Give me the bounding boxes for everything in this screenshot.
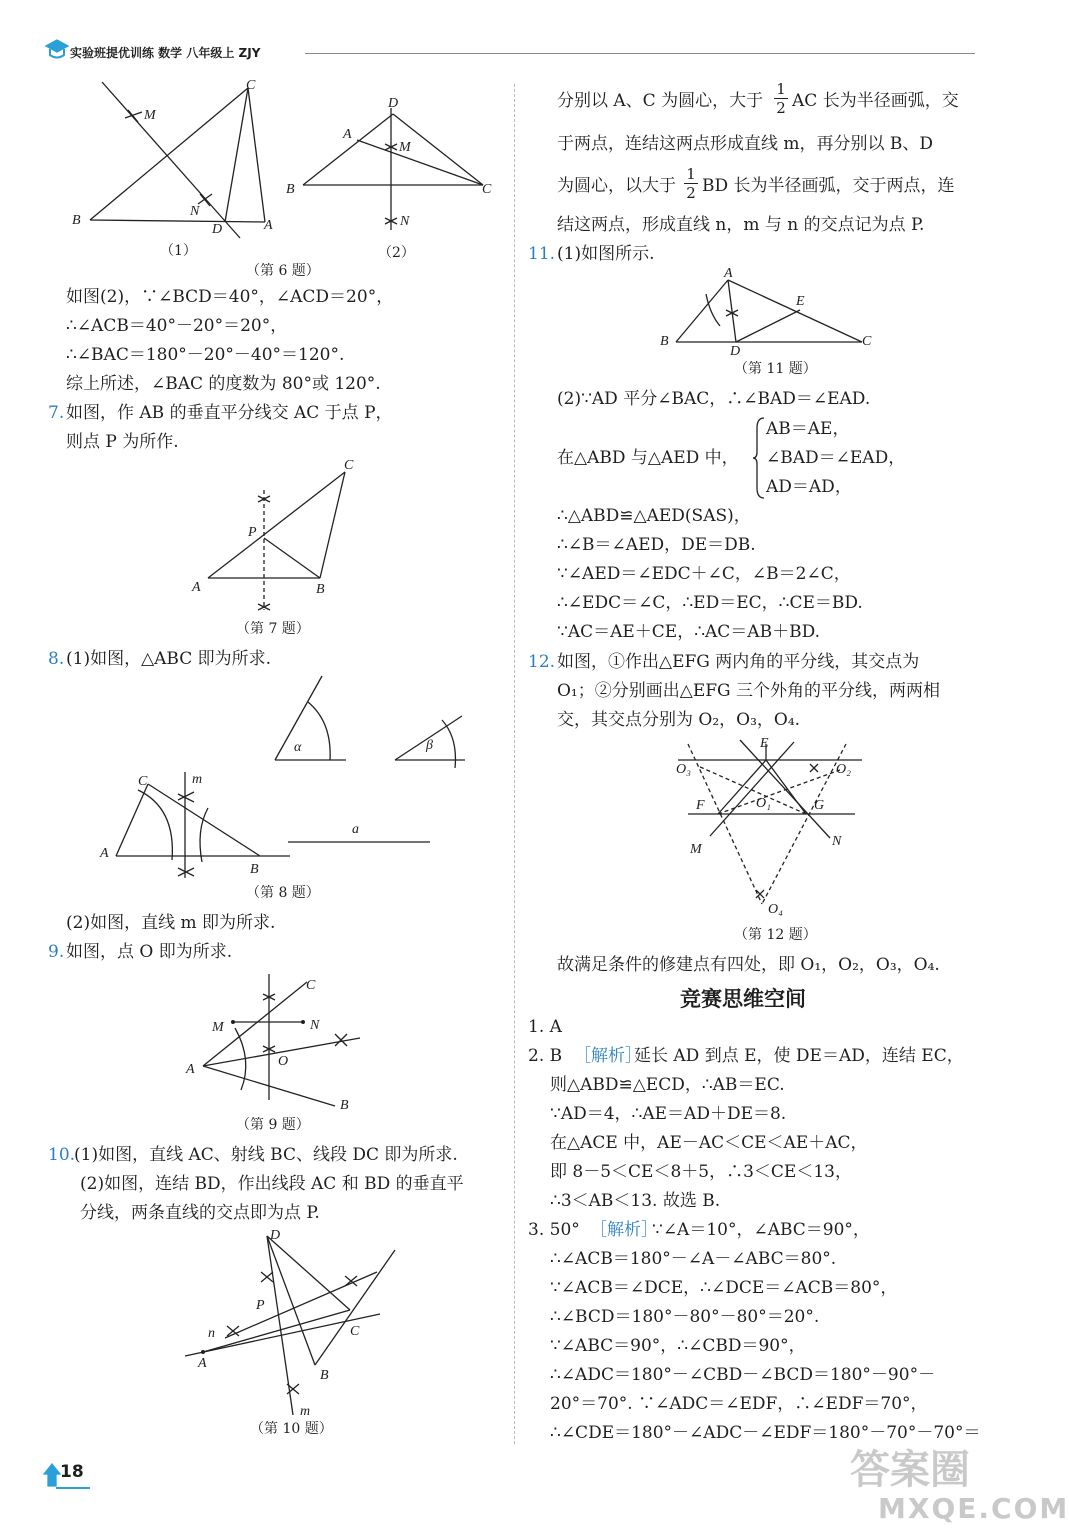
q7-line-2: 则点 P 为所作. bbox=[66, 432, 179, 452]
c3-line-5: ∴∠ADC＝180°－∠CBD－∠BCD＝180°－90°－ bbox=[550, 1365, 936, 1385]
section-title: 竞赛思维空间 bbox=[680, 987, 806, 1011]
fig6b-label-m: M bbox=[399, 140, 411, 155]
q12-number: 12. bbox=[528, 652, 556, 672]
q12-line-3: 交，其交点分别为 O₂，O₃，O₄. bbox=[557, 710, 801, 730]
fig11-label-a: A bbox=[724, 266, 733, 281]
fig9-label-b: B bbox=[340, 1098, 349, 1113]
fig6b-label-n: N bbox=[400, 214, 410, 229]
fig12-label-m: M bbox=[690, 842, 702, 857]
figure-11 bbox=[670, 270, 870, 350]
frac-num-2: 1 bbox=[684, 165, 698, 184]
fig6-label-n: N bbox=[190, 204, 200, 219]
q11-sys-2: ∠BAD＝∠EAD， bbox=[766, 448, 906, 468]
fig11-caption: （第 11 题） bbox=[734, 361, 817, 377]
c2-first: 延长 AD 到点 E，使 DE＝AD，连结 EC， bbox=[634, 1046, 964, 1066]
fig8-caption: （第 8 题） bbox=[246, 885, 320, 901]
header-title: 实验班提优训练 数学 八年级上 ZJY bbox=[70, 46, 261, 60]
frac-half-1 bbox=[774, 80, 788, 117]
fig11-label-d: D bbox=[730, 344, 741, 359]
watermark-logo: 答案圈 bbox=[850, 1447, 970, 1493]
fig8-label-b: B bbox=[250, 862, 259, 877]
fig6-caption: （第 6 题） bbox=[246, 263, 320, 279]
fig6b-label-a: A bbox=[343, 127, 352, 142]
fig12-label-n: N bbox=[832, 834, 842, 849]
frac-num: 1 bbox=[774, 80, 788, 99]
fig9-label-c: C bbox=[306, 978, 316, 993]
header-rule bbox=[305, 53, 975, 54]
c2-line-1: 则△ABD≌△ECD，∴AB＝EC. bbox=[550, 1075, 785, 1095]
fig6-label-m: M bbox=[144, 108, 156, 123]
q10-cont-4: 结这两点，形成直线 n，m 与 n 的交点记为点 P. bbox=[557, 215, 925, 235]
watermark-url: MXQE.COM bbox=[878, 1492, 1069, 1525]
fig6b-label-c: C bbox=[482, 182, 492, 197]
q8-line-1: (1)如图，△ABC 即为所求. bbox=[66, 649, 272, 669]
fig9-label-n: N bbox=[310, 1018, 320, 1033]
c2-line-2: ∵AD＝4，∴AE＝AD＋DE＝8. bbox=[550, 1104, 787, 1124]
column-divider bbox=[514, 84, 516, 1444]
q11-rest-3: ∵∠AED＝∠EDC＋∠C，∠B＝2∠C， bbox=[557, 564, 851, 584]
fig10-caption: （第 10 题） bbox=[250, 1421, 333, 1437]
q10-cont-2: 于两点，连结这两点形成直线 m，再分别以 B、D bbox=[557, 134, 934, 154]
figure-7 bbox=[200, 460, 360, 615]
q11-number: 11. bbox=[528, 244, 556, 264]
fig9-caption: （第 9 题） bbox=[236, 1117, 310, 1133]
fig10-label-m: m bbox=[300, 1404, 311, 1419]
fig7-label-p: P bbox=[248, 525, 257, 540]
q6-line-1: 如图(2)，∵∠BCD＝40°，∠ACD＝20°， bbox=[66, 287, 394, 307]
fig10-label-b: B bbox=[320, 1368, 329, 1383]
frac-half-2 bbox=[684, 165, 698, 202]
fig12-label-f: F bbox=[696, 798, 705, 813]
q9-number: 9. bbox=[48, 942, 65, 962]
q10-line-3: 分线，两条直线的交点即为点 P. bbox=[80, 1203, 320, 1223]
fig12-label-o3: O₃ bbox=[676, 762, 691, 777]
q10-line-1: (1)如图，直线 AC、射线 BC、线段 DC 即为所求. bbox=[74, 1145, 458, 1165]
figure-8-angles bbox=[270, 672, 470, 772]
q6-line-4: 综上所述，∠BAC 的度数为 80°或 120°. bbox=[66, 374, 381, 394]
fig6-label-a: A bbox=[264, 218, 273, 233]
figure-6-2 bbox=[295, 100, 495, 240]
q12-line-1: 如图，①作出△EFG 两内角的平分线，其交点为 bbox=[557, 652, 920, 672]
fig8-label-alpha: α bbox=[294, 740, 302, 755]
q7-line-1: 如图，作 AB 的垂直平分线交 AC 于点 P， bbox=[66, 403, 393, 423]
fig12-label-o1: O₁ bbox=[756, 796, 771, 811]
c3-line-1: ∴∠ACB＝180°－∠A－∠ABC＝80°. bbox=[550, 1249, 837, 1269]
q11-rest-1: ∴△ABD≌△AED(SAS)， bbox=[557, 506, 751, 526]
q11-rest-4: ∴∠EDC＝∠C，∴ED＝EC，∴CE＝BD. bbox=[557, 593, 863, 613]
fig6-sub2: （2） bbox=[378, 245, 415, 261]
fig10-label-c: C bbox=[350, 1324, 360, 1339]
q11-line-2: (2)∵AD 平分∠BAC，∴∠BAD＝∠EAD. bbox=[557, 389, 871, 409]
fig12-label-o4: O₄ bbox=[768, 902, 783, 917]
fig7-label-a: A bbox=[192, 580, 201, 595]
q9-line-1: 如图，点 O 即为所求. bbox=[66, 942, 233, 962]
q11-rest-2: ∴∠B＝∠AED，DE＝DB. bbox=[557, 535, 756, 555]
fig10-label-n: n bbox=[208, 1326, 215, 1341]
q6-line-2: ∴∠ACB＝40°－20°＝20°， bbox=[66, 316, 288, 336]
q10-cont-3b: BD 长为半径画弧，交于两点，连 bbox=[702, 176, 955, 196]
fig10-label-p: P bbox=[256, 1298, 265, 1313]
fig11-label-e: E bbox=[796, 294, 805, 309]
q12-conclusion: 故满足条件的修建点有四处，即 O₁，O₂，O₃，O₄. bbox=[557, 955, 940, 975]
c2-line-3: 在△ACE 中，AE－AC＜CE＜AE＋AC， bbox=[550, 1133, 868, 1153]
fig11-label-c: C bbox=[862, 334, 872, 349]
figure-8-triangle bbox=[110, 770, 440, 885]
q8-number: 8. bbox=[48, 649, 65, 669]
fig8-label-m: m bbox=[192, 772, 203, 787]
c2-tag: ［解析］ bbox=[574, 1046, 642, 1066]
c3-line-4: ∵∠ABC＝90°，∴∠CBD＝90°， bbox=[550, 1336, 806, 1356]
fig6-label-d: D bbox=[212, 222, 223, 237]
figure-10 bbox=[185, 1230, 400, 1420]
book-logo-icon bbox=[44, 38, 70, 62]
q7-number: 7. bbox=[48, 403, 65, 423]
system-brace-icon bbox=[752, 416, 766, 500]
q10-cont-1b: AC 长为半径画弧，交 bbox=[792, 91, 959, 111]
q10-line-2: (2)如图，连结 BD，作出线段 AC 和 BD 的垂直平 bbox=[80, 1174, 464, 1194]
c2-line-5: ∴3＜AB＜13. 故选 B. bbox=[550, 1191, 721, 1211]
q10-number: 10. bbox=[48, 1145, 76, 1165]
c2-line-4: 即 8－5＜CE＜8＋5，∴3＜CE＜13， bbox=[550, 1162, 852, 1182]
c3-line-6: 20°＝70°. ∵∠ADC＝∠EDF，∴∠EDF＝70°， bbox=[550, 1394, 928, 1414]
fig9-label-o: O bbox=[278, 1054, 289, 1069]
fig6-label-b: B bbox=[72, 213, 81, 228]
q12-line-2: O₁；②分别画出△EFG 三个外角的平分线，两两相 bbox=[557, 681, 941, 701]
fig11-label-b: B bbox=[660, 334, 669, 349]
c3-head: 3. 50° bbox=[528, 1220, 580, 1240]
fig7-label-c: C bbox=[344, 458, 354, 473]
fig12-caption: （第 12 题） bbox=[734, 927, 817, 943]
figure-9 bbox=[195, 970, 370, 1110]
fig8-label-c: C bbox=[138, 774, 148, 789]
c3-first: ∵∠A＝10°，∠ABC＝90°， bbox=[652, 1220, 870, 1240]
c3-tag: ［解析］ bbox=[590, 1220, 658, 1240]
c3-line-2: ∵∠ACB＝∠DCE，∴∠DCE＝∠ACB＝80°， bbox=[550, 1278, 898, 1298]
fig6b-label-b: B bbox=[286, 182, 295, 197]
frac-den-2: 2 bbox=[686, 184, 696, 202]
fig7-caption: （第 7 题） bbox=[236, 621, 310, 637]
q11-sys-lead: 在△ABD 与△AED 中， bbox=[557, 448, 739, 468]
figure-6-1 bbox=[80, 80, 280, 240]
fig8-label-a: A bbox=[100, 846, 109, 861]
fig10-label-d: D bbox=[270, 1228, 281, 1243]
frac-den: 2 bbox=[776, 99, 786, 117]
q11-line-1: (1)如图所示. bbox=[557, 244, 655, 264]
q11-sys-3: AD＝AD， bbox=[766, 477, 852, 497]
page-number: 18 bbox=[60, 1462, 84, 1482]
q11-rest-5: ∵AC＝AE＋CE，∴AC＝AB＋BD. bbox=[557, 622, 820, 642]
c1-answer: 1. A bbox=[528, 1017, 562, 1037]
fig12-label-o2: O₂ bbox=[836, 762, 851, 777]
fig9-label-a: A bbox=[186, 1062, 195, 1077]
q11-sys-1: AB＝AE， bbox=[766, 419, 850, 439]
c2-head: 2. B bbox=[528, 1046, 563, 1066]
c3-line-7: ∴∠CDE＝180°－∠ADC－∠EDF＝180°－70°－70°＝ bbox=[550, 1423, 981, 1443]
fig10-label-a: A bbox=[198, 1356, 207, 1371]
fig8-label-a-segment: a bbox=[352, 822, 359, 837]
q10-cont-3a: 为圆心，以大于 bbox=[557, 176, 676, 196]
q10-cont-1a: 分别以 A、C 为圆心，大于 bbox=[557, 91, 764, 111]
fig9-label-m: M bbox=[212, 1020, 224, 1035]
fig12-label-e: E bbox=[760, 736, 769, 751]
fig8-label-beta: β bbox=[426, 738, 433, 753]
fig6-label-c: C bbox=[246, 78, 256, 93]
fig6-sub1: （1） bbox=[160, 243, 197, 259]
q8-line-2: (2)如图，直线 m 即为所求. bbox=[66, 913, 276, 933]
c3-line-3: ∴∠BCD＝180°－80°－80°＝20°. bbox=[550, 1307, 820, 1327]
fig6b-label-d: D bbox=[388, 96, 399, 111]
q6-line-3: ∴∠BAC＝180°－20°－40°＝120°. bbox=[66, 345, 345, 365]
fig12-label-g: G bbox=[814, 798, 825, 813]
fig7-label-b: B bbox=[316, 582, 325, 597]
